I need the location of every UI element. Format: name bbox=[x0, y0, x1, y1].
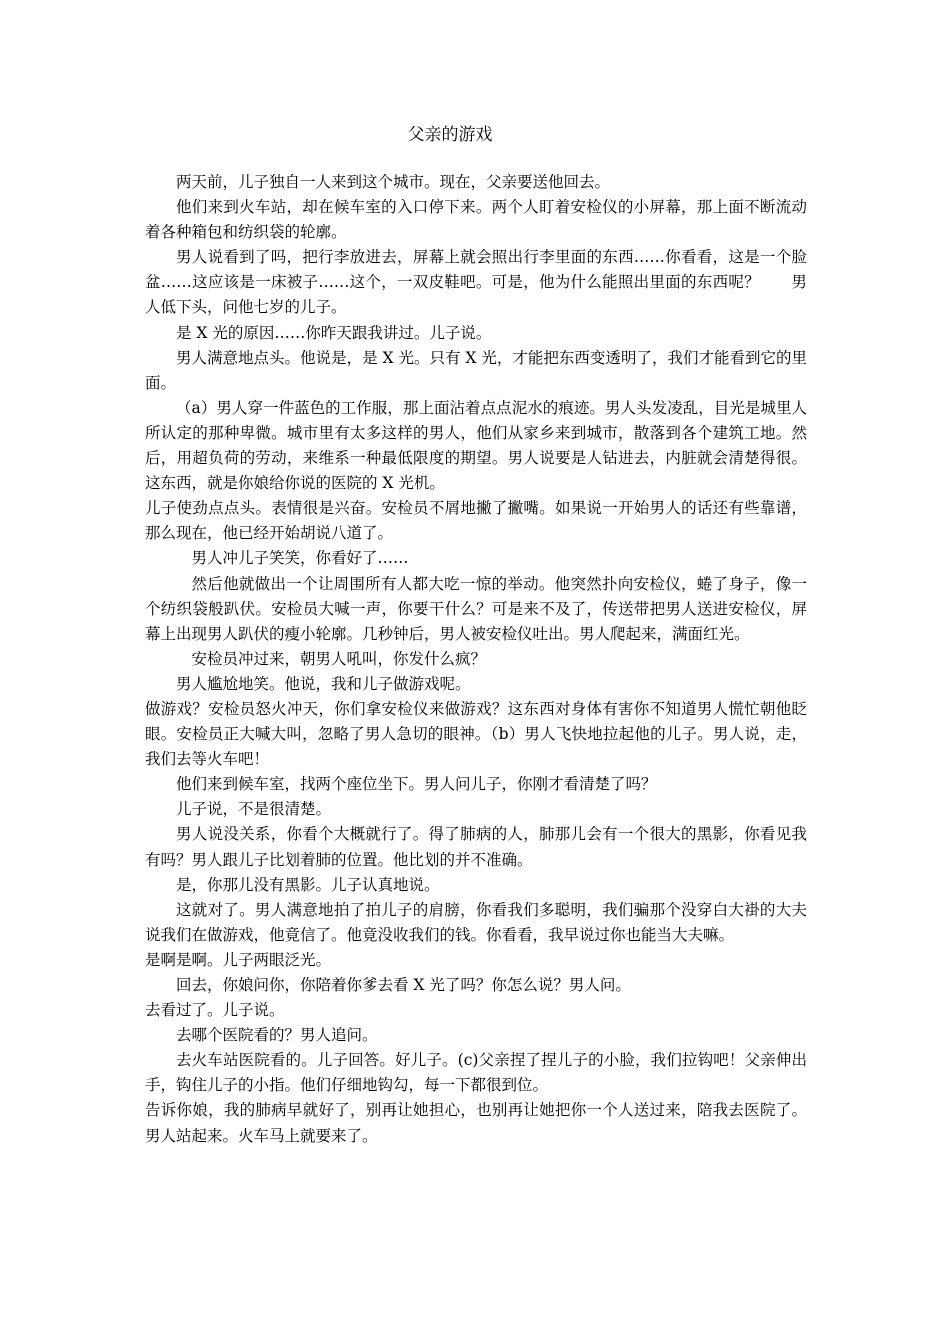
paragraph: 回去，你娘问你，你陪着你爹去看 X 光了吗？你怎么说？男人问。 bbox=[176, 976, 631, 994]
document-title: 父亲的游戏 bbox=[407, 125, 493, 145]
paragraph: 这就对了。男人满意地拍了拍儿子的肩膀，你看我们多聪明，我们骗那个没穿白大褂的大夫说我们在做游戏，他竟信了。他竟没收我们的钱。你看看，我早说过你也能当大夫嘛。 bbox=[145, 900, 807, 944]
paragraph: 告诉你娘，我的肺病早就好了，别再让她担心，也别再让她把你一个人送过来，陪我去医院了。男人站起来。火车马上就要来了。 bbox=[145, 1101, 807, 1145]
paragraph: 做游戏？安检员怒火冲天，你们拿安检仪来做游戏？这东西对身体有害你不知道男人慌忙朝他眨眼。安检员正大喊大叫，忽略了男人急切的眼神。（b）男人飞快地拉起他的儿子。男人说，走，我们去等火车吧！ bbox=[145, 699, 807, 769]
paragraph: 他们来到火车站，却在候车室的入口停下来。两个人盯着安检仪的小屏幕，那上面不断流动着各种箱包和纺织袋的轮廓。 bbox=[145, 198, 807, 242]
paragraph: 是，你那儿没有黑影。儿子认真地说。 bbox=[176, 875, 440, 894]
paragraph: 是 X 光的原因……你昨天跟我讲过。儿子说。 bbox=[176, 323, 492, 342]
paragraph: 儿子使劲点点头。表情很是兴奋。安检员不屑地撇了撇嘴。如果说一开始男人的话还有些靠谱，那么现在，他已经开始胡说八道了。 bbox=[145, 499, 807, 543]
paragraph: 男人说没关系，你看个大概就行了。得了肺病的人，肺那儿会有一个很大的黑影，你看见我有吗？男人跟儿子比划着肺的位置。他比划的并不准确。 bbox=[145, 825, 807, 869]
document-body bbox=[145, 170, 807, 1149]
paragraph: 去哪个医院看的？男人追问。 bbox=[176, 1026, 378, 1045]
paragraph: 两天前，儿子独自一人来到这个城市。现在，父亲要送他回去。 bbox=[176, 173, 611, 191]
paragraph: 去看过了。儿子说。 bbox=[145, 1001, 285, 1020]
paragraph: 安检员冲过来，朝男人吼叫，你发什么疯？ bbox=[191, 649, 487, 668]
paragraph: 男人满意地点头。他说是，是 X 光。只有 X 光，才能把东西变透明了，我们才能看到它的里面。 bbox=[145, 348, 807, 392]
paragraph: 男人尴尬地笑。他说，我和儿子做游戏呢。 bbox=[176, 674, 471, 693]
paragraph: 男人说看到了吗，把行李放进去，屏幕上就会照出行李里面的东西……你看看，这是一个脸盆……这应该是一床被子……这个，一双皮鞋吧。可是，他为什么能照出里面的东西呢？ 男人低下头，问他七岁的儿子。 bbox=[145, 248, 807, 317]
paragraph: 男人冲儿子笑笑，你看好了…… bbox=[191, 549, 409, 568]
paragraph: 去火车站医院看的。儿子回答。好儿子。(c)父亲捏了捏儿子的小脸，我们拉钩吧！父亲伸出手，钩住儿子的小指。他们仔细地钩勾，每一下都很到位。 bbox=[145, 1051, 807, 1095]
paragraph: 然后他就做出一个让周围所有人都大吃一惊的举动。他突然扑向安检仪，蜷了身子，像一个纺织袋般趴伏。安检员大喊一声，你要干什么？可是来不及了，传送带把男人送进安检仪，屏幕上出现男人趴伏的瘦小轮廓。几秒钟后，男人被安检仪吐出。男人爬起来，满面红光。 bbox=[145, 574, 807, 643]
paragraph: 儿子说，不是很清楚。 bbox=[176, 800, 332, 819]
paragraph: （a）男人穿一件蓝色的工作服，那上面沾着点点泥水的痕迹。男人头发凌乱，目光是城里人所认定的那种卑微。城市里有太多这样的男人，他们从家乡来到城市，散落到各个建筑工地。然后，用超负荷的劳动，来维系一种最低限度的期望。男人说要是人钻进去，内脏就会清楚得很。这东西，就是你娘给你说的医院的 X 光机。 bbox=[145, 398, 807, 493]
paragraph: 他们来到候车室，找两个座位坐下。男人问儿子，你刚才看清楚了吗？ bbox=[176, 775, 657, 794]
paragraph: 是啊是啊。儿子两眼泛光。 bbox=[145, 950, 332, 969]
